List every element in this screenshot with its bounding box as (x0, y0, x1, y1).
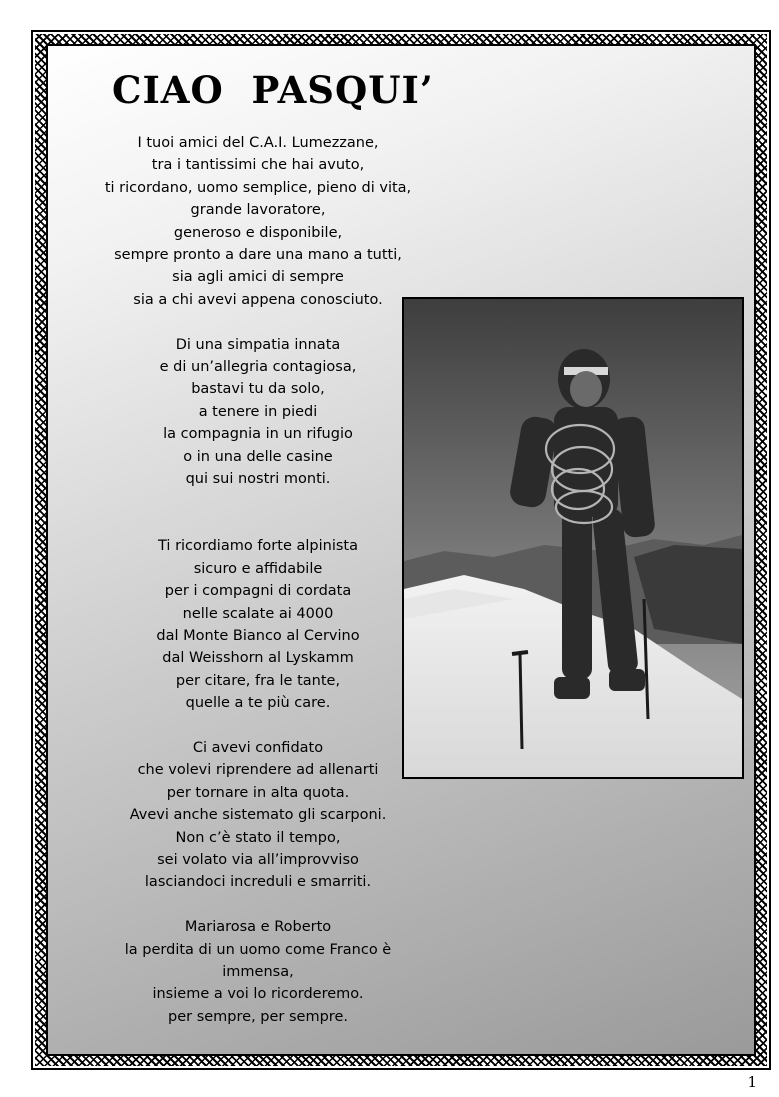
stanza-4 (98, 737, 418, 894)
stanza-3 (98, 535, 418, 714)
poem-line: Ti ricordiamo forte alpinista (158, 538, 358, 555)
poem-line: e di un’allegria contagiosa, (159, 359, 357, 376)
decorative-border (31, 30, 771, 1070)
poem-line: la perdita di un uomo come Franco è (124, 941, 392, 958)
poem-line: Di una simpatia innata (175, 336, 341, 353)
poem-line: qui sui nostri monti. (185, 471, 331, 488)
poem-line: Non c’è stato il tempo, (175, 829, 341, 846)
stanza-5 (98, 916, 418, 1028)
poem-line: grande lavoratore, (190, 202, 326, 219)
poem-line: sicuro e affidabile (193, 560, 323, 577)
stanza-gap (98, 490, 418, 535)
poem-line: a tenere in piedi (198, 403, 318, 420)
climber-illustration (404, 299, 742, 777)
poem-line: insieme a voi lo ricorderemo. (152, 986, 364, 1003)
poem-line: I tuoi amici del C.A.I. Lumezzane, (137, 135, 379, 151)
stanza-2 (98, 334, 418, 491)
stanza-1 (98, 132, 418, 311)
poem-line: sia agli amici di sempre (172, 269, 344, 286)
climber-photo (402, 297, 744, 779)
poem-line: Avevi anche sistemato gli scarponi. (129, 807, 387, 824)
poem (98, 132, 418, 1028)
poem-line: lasciandoci increduli e smarriti. (144, 874, 372, 891)
poem-line: bastavi tu da solo, (191, 381, 325, 398)
poem-line: dal Weisshorn al Lyskamm (162, 650, 354, 667)
poem-line: ti ricordano, uomo semplice, pieno di vita, (104, 179, 412, 196)
poem-line: immensa, (222, 963, 294, 980)
poem-line: Mariarosa e Roberto (184, 919, 332, 936)
stanza-gap (98, 894, 418, 916)
poem-line: quelle a te più care. (185, 695, 331, 712)
page-number: 1 (747, 1073, 757, 1091)
poem-line: per sempre, per sempre. (168, 1008, 348, 1025)
stanza-gap (98, 715, 418, 737)
poem-line: sia a chi avevi appena conosciuto. (133, 291, 383, 308)
poem-line: per citare, fra le tante, (175, 672, 341, 689)
stanza-gap (98, 311, 418, 333)
poem-line: dal Monte Bianco al Cervino (156, 627, 360, 644)
poem-line: sempre pronto a dare una mano a tutti, (114, 247, 402, 264)
poem-line: che volevi riprendere ad allenarti (137, 762, 379, 779)
poem-line: nelle scalate ai 4000 (182, 605, 334, 622)
poem-line: per i compagni di cordata (164, 583, 352, 600)
content-panel (46, 44, 756, 1056)
poem-line: per tornare in alta quota. (166, 784, 350, 801)
poem-line: Ci avevi confidato (192, 739, 324, 756)
poem-line: la compagnia in un rifugio (163, 426, 353, 443)
poem-line: tra i tantissimi che hai avuto, (151, 157, 365, 174)
page-title: CIAO PASQUI’ (112, 68, 434, 112)
poem-line: generoso e disponibile, (173, 224, 343, 241)
poem-line: o in una delle casine (183, 448, 333, 465)
poem-line: sei volato via all’improvviso (157, 851, 359, 868)
